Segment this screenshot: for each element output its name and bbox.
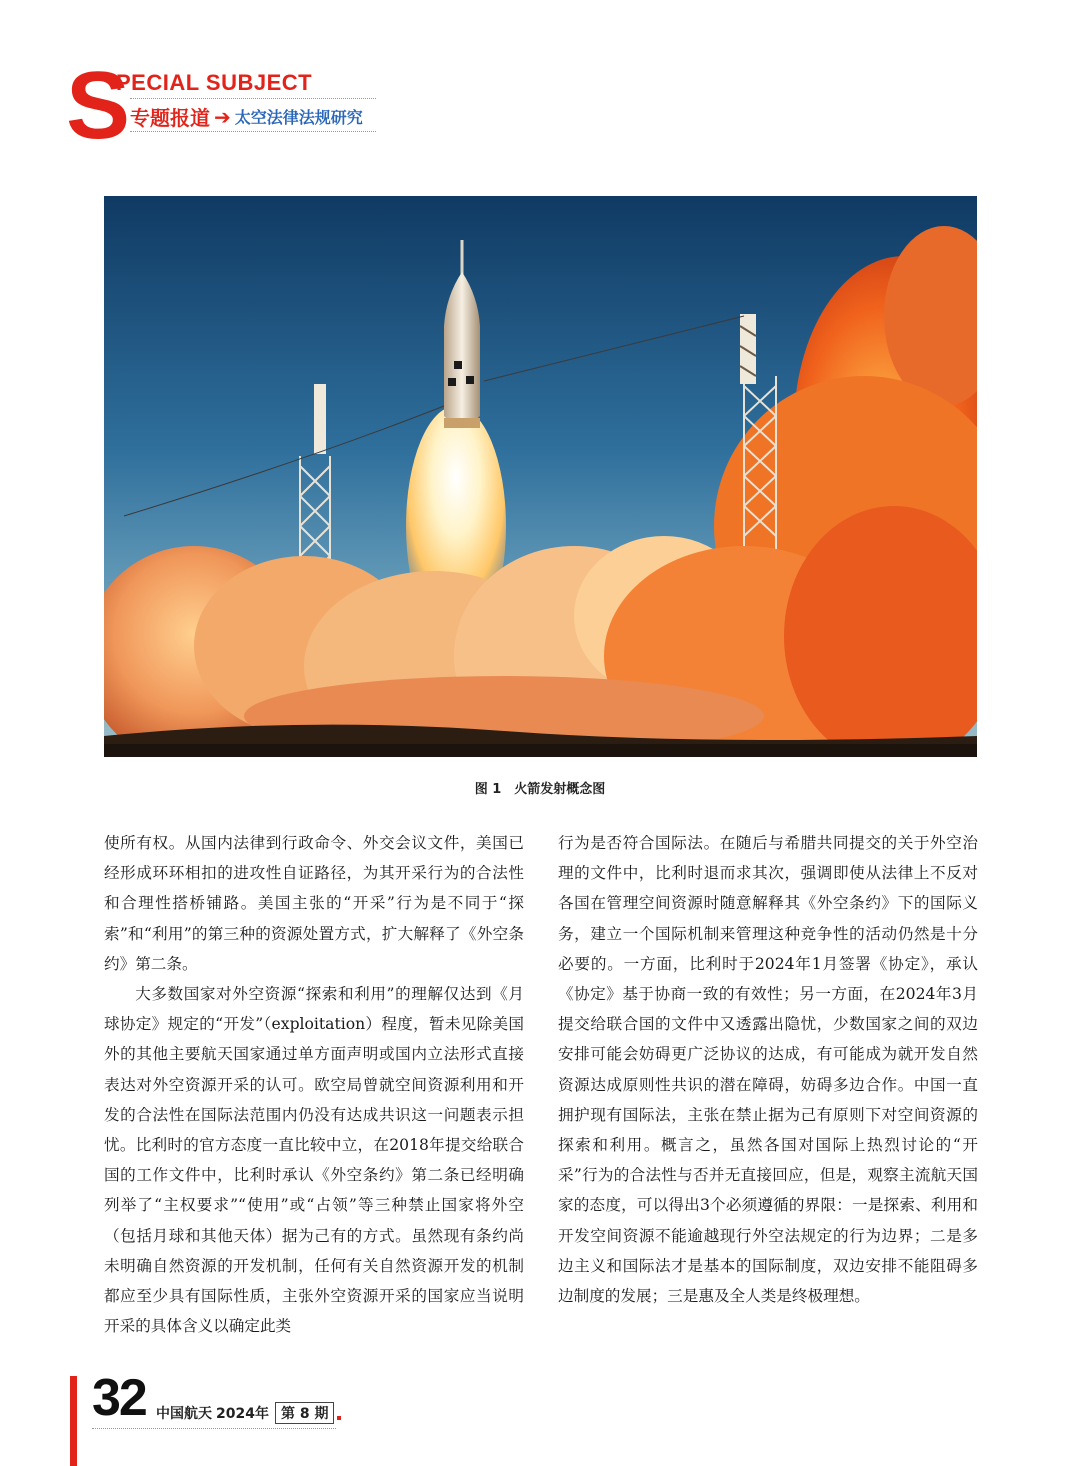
footer-issue-info [156,1402,341,1424]
section-topic: 太空法律法规研究 [234,108,363,127]
magazine-name: 中国航天 [156,1406,212,1422]
arrow-right-icon: ➔ [214,104,231,129]
header-divider-bottom [130,131,376,132]
section-initial-letter: S [66,52,131,159]
paragraph: 大多数国家对外空资源“探索和利用”的理解仅达到《月球协定》规定的“开发”（exploitation）程度，暂未见除美国外的其他主要航天国家通过单方面声明或国内立法形式直接表达对外空资源开采的认可。欧空局曾就空间资源利用和开发的合法性在国际法范围内仍没有达成共识这一问题表示担忧。比利时的官方态度一直比较中立，在2018年提交给联合国的工作文件中，比利时承认《外空条约》第二条已经明确列举了“主权要求”“使用”或“占领”等三种禁止国家将外空（包括月球和其他天体）据为己有的方式。虽然现有条约尚未明确自然资源的开发机制，任何有关自然资源开发的机制都应至少具有国际性质，主张外空资源开采的国家应当说明开采的具体含义以确定此类 [104,985,524,1336]
header-section-row [130,102,363,131]
section-title: 专题报道 [130,106,210,130]
body-column-right [558,828,978,1311]
issue-number: 第 8 期 [275,1402,335,1424]
footer-mark [337,1416,341,1420]
paragraph: 行为是否符合国际法。在随后与希腊共同提交的关于外空治理的文件中，比利时退而求其次，强调即使从法律上不反对各国在管理空间资源时随意解释其《外空条约》下的国际义务，建立一个国际机制来管理这种竞争性的活动仍然是十分必要的。一方面，比利时于2024年1月签署《协定》，承认《协定》基于协商一致的有效性；另一方面，在2024年3月提交给联合国的文件中又透露出隐忧，少数国家之间的双边安排可能会妨碍更广泛协议的达成，有可能成为就开发自然资源达成原则性共识的潜在障碍，妨碍多边合作。中国一直拥护现有国际法，主张在禁止据为己有原则下对空间资源的探索和利用。概言之，虽然各国对国际上热烈讨论的“开采”行为的合法性与否并无直接回应，但是，观察主流航天国家的态度，可以得出3个必须遵循的界限：一是探索、利用和开发空间资源不能逾越现行外空法规定的行为边界；二是多边主义和国际法才是基本的国际制度，双边安排不能阻碍多边制度的发展；三是惠及全人类是终极理想。 [558,834,978,1306]
page-number: 32 [92,1369,146,1427]
figure-caption: 图 1 火箭发射概念图 [474,782,606,797]
body-column-left [104,828,524,1341]
paragraph: 使所有权。从国内法律到行政命令、外交会议文件，美国已经形成环环相扣的进攻性自证路径，为其开采行为的合法性和合理性搭桥铺路。美国主张的“开采”行为是不同于“探索”和“利用”的第三种的资源处置方式，扩大解释了《外空条约》第二条。 [104,834,524,973]
rocket-launch-photo [104,196,977,757]
issue-year: 2024年 [216,1406,269,1422]
footer-divider [92,1428,336,1429]
header-divider-top [130,98,376,99]
footer-accent-bar [70,1376,77,1466]
special-subject-label: PECIAL SUBJECT [116,70,313,95]
